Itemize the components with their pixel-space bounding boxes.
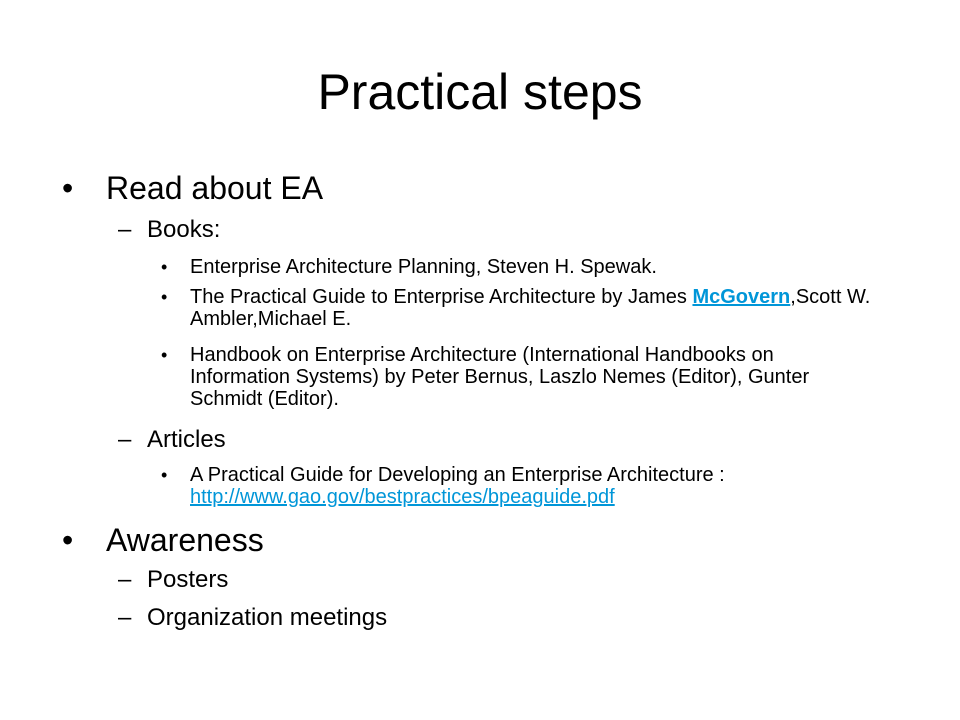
bullet-awareness <box>62 522 926 558</box>
bullet-dot-icon: • <box>161 257 168 277</box>
slide-title: Practical steps <box>317 64 643 120</box>
sub-bullet-label: Posters <box>147 566 229 593</box>
sub-bullet-articles <box>118 426 927 454</box>
author-link[interactable]: McGovern <box>692 286 791 308</box>
book-title: Handbook on Enterprise Architecture (International Handbooks on Information Systems) by Peter Bernus, Laszlo Nemes (Editor), Gunter Schmidt (Editor). <box>190 344 810 410</box>
bullet-label: Awareness <box>106 522 264 558</box>
book-item <box>161 286 880 330</box>
bullet-dot-icon: • <box>161 345 168 365</box>
sub-bullet-books <box>118 216 927 244</box>
sub-bullet-label: Articles <box>147 426 226 453</box>
bullet-dot-icon: • <box>62 170 74 206</box>
article-item <box>161 464 910 508</box>
sub-bullet-label: Organization meetings <box>147 604 388 631</box>
dash-icon: – <box>118 216 132 243</box>
sub-bullet-posters <box>118 566 927 594</box>
bullet-dot-icon: • <box>62 522 74 558</box>
dash-icon: – <box>118 426 132 453</box>
bullet-label: Read about EA <box>106 170 324 206</box>
bullet-dot-icon: • <box>161 287 168 307</box>
bullet-dot-icon: • <box>161 465 168 485</box>
book-authors: ,Scott W. Ambler,Michael E. <box>190 286 871 330</box>
sub-bullet-organization-meetings <box>118 604 927 632</box>
bullet-read-about-ea <box>62 170 926 206</box>
article-title: A Practical Guide for Developing an Enterprise Architecture : <box>190 464 725 486</box>
article-url-link[interactable]: http://www.gao.gov/bestpractices/bpeaguide.pdf <box>190 486 615 508</box>
dash-icon: – <box>118 566 132 593</box>
book-title: The Practical Guide to Enterprise Architecture by James <box>190 286 693 308</box>
book-item <box>161 344 850 410</box>
book-title: Enterprise Architecture Planning, Steven H. Spewak. <box>190 256 657 278</box>
book-item <box>161 256 910 278</box>
sub-bullet-label: Books: <box>147 216 221 243</box>
dash-icon: – <box>118 604 132 631</box>
